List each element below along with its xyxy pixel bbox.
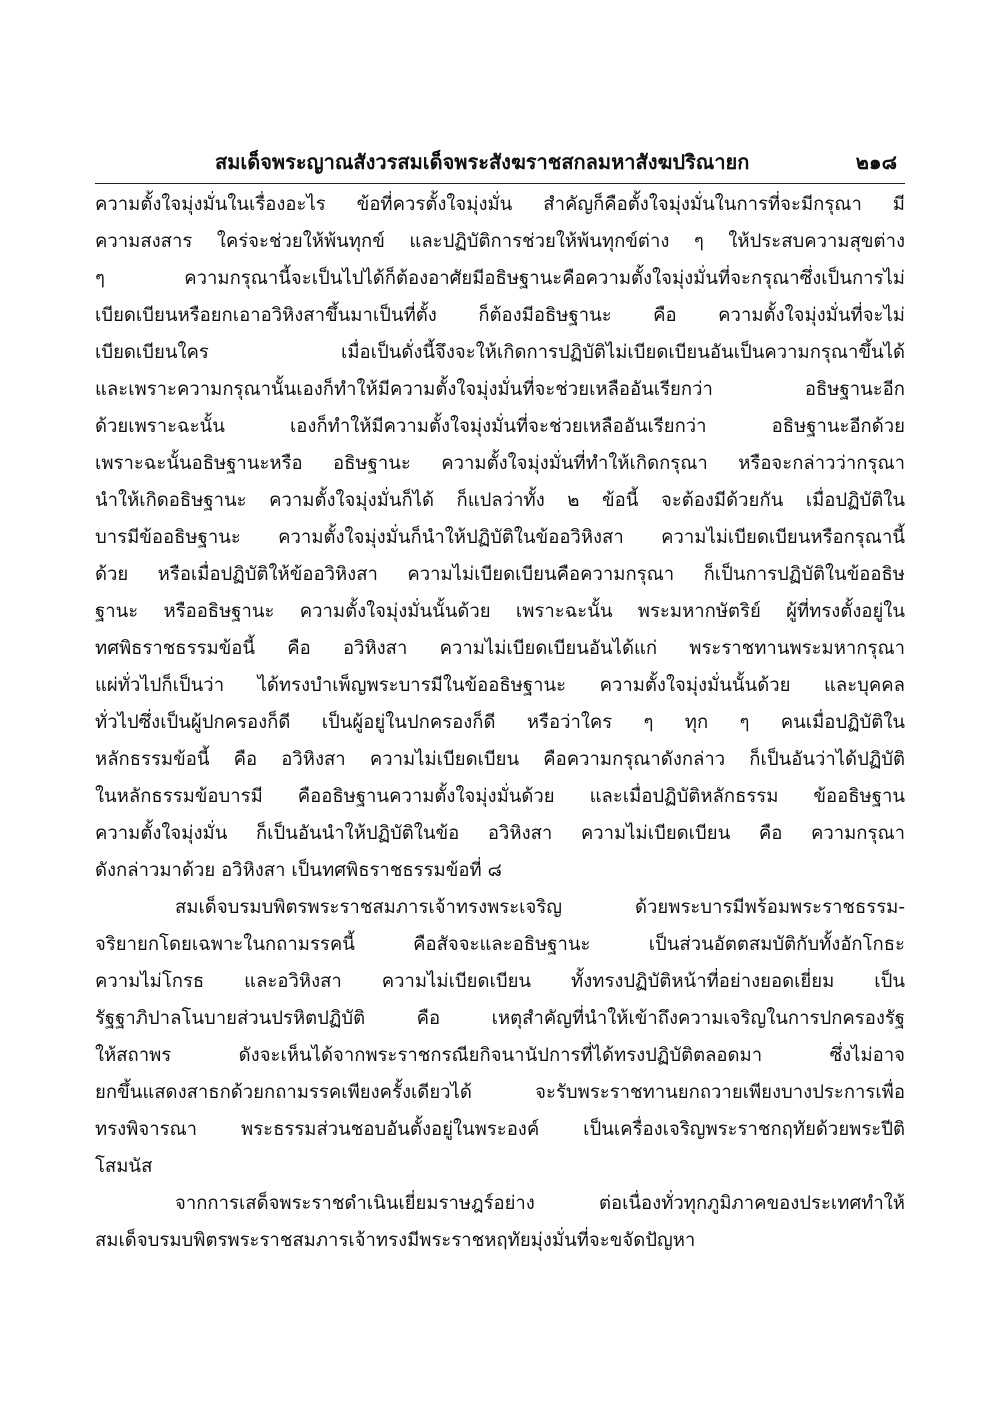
text-line: ฐานะ หรืออธิษฐานะ ความตั้งใจมุ่งมั่นนั้นด้วย เพราะฉะนั้น พระมหากษัตริย์ ผู้ที่ทรงตั้งอยู่ใน (95, 601, 905, 622)
text-line: แผ่ทั่วไปก็เป็นว่า ได้ทรงบำเพ็ญพระบารมีในข้ออธิษฐานะ ความตั้งใจมุ่งมั่นนั้นด้วย และบุคคล (95, 675, 905, 696)
paragraph-3 (95, 1185, 905, 1259)
text-line: ทรงพิจารณา พระธรรมส่วนชอบอันตั้งอยู่ในพระองค์ เป็นเครื่องเจริญพระราชกฤทัยด้วยพระปีติ (95, 1119, 905, 1140)
text-line: ทั่วไปซึ่งเป็นผู้ปกครองก็ดี เป็นผู้อยู่ในปกครองก็ดี หรือว่าใคร ๆ ทุก ๆ คนเมื่อปฏิบัติใน (95, 712, 905, 733)
text-line: ๆ ความกรุณานี้จะเป็นไปได้ก็ต้องอาศัยมีอธิษฐานะคือความตั้งใจมุ่งมั่นที่จะกรุณาซึ่งเป็นการไม่ (95, 268, 905, 289)
text-line: ด้วย หรือเมื่อปฏิบัติให้ข้ออวิหิงสา ความไม่เบียดเบียนคือความกรุณา ก็เป็นการปฏิบัติในข้ออธิษ (95, 564, 905, 585)
text-line: ในหลักธรรมข้อบารมี คืออธิษฐานความตั้งใจมุ่งมั่นด้วย และเมื่อปฏิบัติหลักธรรม ข้ออธิษฐาน (95, 786, 905, 807)
text-line: เบียดเบียนหรือยกเอาอวิหิงสาขึ้นมาเป็นที่ตั้ง ก็ต้องมีอธิษฐานะ คือ ความตั้งใจมุ่งมั่นที่จะไม่ (95, 305, 905, 326)
text-line: ความสงสาร ใคร่จะช่วยให้พ้นทุกข์ และปฏิบัติการช่วยให้พ้นทุกข์ต่าง ๆ ให้ประสบความสุขต่าง (95, 231, 905, 252)
text-line: สมเด็จบรมบพิตรพระราชสมภารเจ้าทรงมีพระราชหฤทัยมุ่งมั่นที่จะขจัดปัญหา (95, 1230, 696, 1251)
header-title: สมเด็จพระญาณสังวรสมเด็จพระสังฆราชสกลมหาสังฆปริณายก (215, 150, 750, 174)
body-text (95, 186, 905, 1259)
text-line: ดังกล่าวมาด้วย อวิหิงสา เป็นทศพิธราชธรรมข้อที่ ๘ (95, 860, 502, 881)
text-line: โสมนัส (95, 1156, 153, 1177)
text-line: สมเด็จบรมบพิตรพระราชสมภารเจ้าทรงพระเจริญ ด้วยพระบารมีพร้อมพระราชธรรม- (175, 897, 905, 918)
paragraph-2 (95, 889, 905, 1185)
text-line: ให้สถาพร ดังจะเห็นได้จากพระราชกรณียกิจนานัปการที่ได้ทรงปฏิบัติตลอดมา ซึ่งไม่อาจ (95, 1045, 905, 1066)
text-line: เบียดเบียนใคร เมื่อเป็นดั่งนี้จึงจะให้เกิดการปฏิบัติไม่เบียดเบียนอันเป็นความกรุณาขึ้นได้ (95, 342, 905, 363)
text-line: ความตั้งใจมุ่งมั่นในเรื่องอะไร ข้อที่ควรตั้งใจมุ่งมั่น สำคัญก็คือตั้งใจมุ่งมั่นในการที่จะมีกรุณา มี (95, 194, 905, 215)
text-line: ความตั้งใจมุ่งมั่น ก็เป็นอันนำให้ปฏิบัติในข้อ อวิหิงสา ความไม่เบียดเบียน คือ ความกรุณา (95, 823, 905, 844)
text-line: หลักธรรมข้อนี้ คือ อวิหิงสา ความไม่เบียดเบียน คือความกรุณาดังกล่าว ก็เป็นอันว่าได้ปฏิบัติ (95, 749, 905, 770)
text-line: ทศพิธราชธรรมข้อนี้ คือ อวิหิงสา ความไม่เบียดเบียนอันได้แก่ พระราชทานพระมหากรุณา (95, 638, 905, 659)
text-line: ความไม่โกรธ และอวิหิงสา ความไม่เบียดเบียน ทั้งทรงปฏิบัติหน้าที่อย่างยอดเยี่ยม เป็น (95, 971, 905, 992)
paragraph-1 (95, 186, 905, 889)
text-line: บารมีข้ออธิษฐานะ ความตั้งใจมุ่งมั่นก็นำให้ปฏิบัติในข้ออวิหิงสา ความไม่เบียดเบียนหรือกรุณานี้ (95, 527, 905, 548)
text-line: จากการเสด็จพระราชดำเนินเยี่ยมราษฎร์อย่าง ต่อเนื่องทั่วทุกภูมิภาคของประเทศทำให้ (175, 1193, 905, 1214)
text-line: จริยายกโดยเฉพาะในกถามรรคนี้ คือสัจจะและอธิษฐานะ เป็นส่วนอัตตสมบัติกับทั้งอักโกธะ (95, 934, 905, 955)
running-header (95, 147, 905, 184)
page-number: ๒๑๘ (855, 150, 897, 174)
text-line: ด้วยเพราะฉะนั้น เองก็ทำให้มีความตั้งใจมุ่งมั่นที่จะช่วยเหลืออันเรียกว่า อธิษฐานะอีกด้วย (95, 416, 905, 437)
text-line: และเพราะความกรุณานั้นเองก็ทำให้มีความตั้งใจมุ่งมั่นที่จะช่วยเหลืออันเรียกว่า อธิษฐานะอีก (95, 379, 905, 400)
text-line: ยกขึ้นแสดงสาธกด้วยกถามรรคเพียงครั้งเดียวได้ จะรับพระราชทานยกถวายเพียงบางประการเพื่อ (95, 1082, 905, 1103)
text-line: เพราะฉะนั้นอธิษฐานะหรือ อธิษฐานะ ความตั้งใจมุ่งมั่นที่ทำให้เกิดกรุณา หรือจะกล่าวว่ากรุณา (95, 453, 905, 474)
text-line: นำให้เกิดอธิษฐานะ ความตั้งใจมุ่งมั่นก็ได้ ก็แปลว่าทั้ง ๒ ข้อนี้ จะต้องมีด้วยกัน เมื่อปฏิบัติใน (95, 490, 905, 511)
text-line: รัฐฐาภิปาลโนบายส่วนปรหิตปฏิบัติ คือ เหตุสำคัญที่นำให้เข้าถึงความเจริญในการปกครองรัฐ (95, 1008, 905, 1029)
